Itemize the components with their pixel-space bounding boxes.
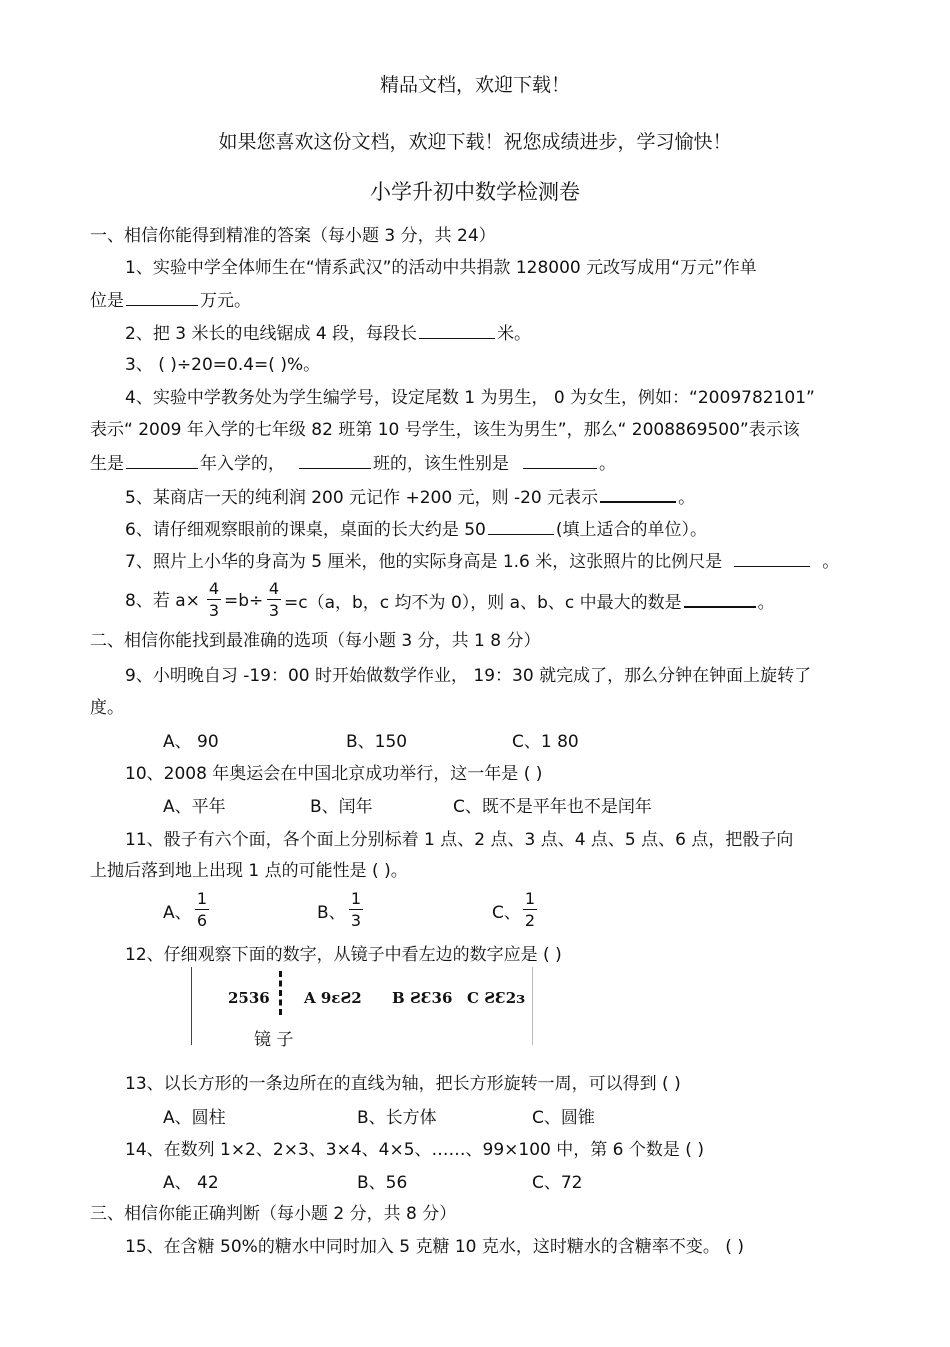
q4-text-2: 年入学的，	[200, 454, 285, 474]
question-6	[125, 518, 707, 541]
numerator: 1	[196, 889, 208, 908]
q10-option-c[interactable]: C、既不是平年也不是闰年	[453, 797, 652, 817]
question-8-part-1: 8、若 a×	[125, 591, 200, 611]
section-3-heading: 三、相信你能正确判断（每小题 2 分，共 8 分）	[90, 1204, 457, 1224]
q13-option-c[interactable]: C、圆锥	[532, 1108, 595, 1128]
q8-suffix: 。	[757, 593, 775, 613]
mirror-figure	[191, 967, 533, 1050]
mirror-option-b[interactable]: B ƧƐ36	[392, 989, 453, 1007]
q14-option-a[interactable]: A、 42	[163, 1173, 219, 1193]
q7-text: 7、照片上小华的身高为 5 厘米，他的实际身高是 1.6 米，这张照片的比例尺是	[125, 552, 723, 572]
fraction-bar	[207, 599, 221, 600]
q4-text-4: 。	[599, 454, 616, 474]
fraction-bar	[349, 909, 363, 910]
q14-option-c[interactable]: C、72	[532, 1173, 583, 1193]
answer-blank[interactable]	[126, 289, 198, 306]
q6-suffix: (填上适合的单位）。	[555, 520, 707, 540]
q8-text: =c（a，b，c 均不为 0），则 a、b、c 中最大的数是	[284, 593, 682, 613]
q9-option-c[interactable]: C、1 80	[512, 732, 579, 752]
fraction-4-over-3	[207, 579, 221, 620]
denominator: 2	[524, 911, 536, 930]
question-3: 3、 ( )÷20=0.4=( )%。	[125, 355, 321, 375]
mirror-label: 镜 子	[254, 1030, 294, 1050]
answer-blank[interactable]	[488, 518, 554, 535]
question-7	[125, 550, 839, 573]
mirror-line	[279, 971, 282, 1015]
page-title: 小学升初中数学检测卷	[370, 180, 580, 204]
question-12: 12、仔细观察下面的数字，从镜子中看左边的数字应是 ( )	[125, 945, 562, 965]
q5-suffix: 。	[678, 488, 696, 508]
fraction-4-over-3	[267, 579, 281, 620]
question-14: 14、在数列 1×2、2×3、3×4、4×5、……、99×100 中，第 6 个数是 ( )	[125, 1140, 704, 1160]
q1-suffix: 万元。	[200, 291, 251, 311]
question-5	[125, 485, 695, 509]
question-2	[125, 322, 531, 345]
header-line-2: 如果您喜欢这份文档，欢迎下载！祝您成绩进步，学习愉快！	[218, 131, 732, 153]
fraction-bar	[523, 909, 537, 910]
q7-suffix: 。	[822, 552, 840, 572]
q10-option-b[interactable]: B、闰年	[310, 797, 373, 817]
q11-option-b-label[interactable]: B、	[317, 903, 346, 923]
question-9-line-2: 度。	[90, 698, 124, 718]
answer-blank[interactable]	[734, 550, 810, 567]
question-9-line-1: 9、小明晚自习 -19：00 时开始做数学作业， 19：30 就完成了，那么分钟在钟面上旋转了	[125, 666, 812, 686]
q1-prefix: 位是	[90, 291, 124, 311]
numerator: 4	[208, 579, 220, 598]
answer-blank[interactable]	[684, 590, 756, 608]
q9-option-b[interactable]: B、150	[346, 732, 408, 752]
q11-option-a-label[interactable]: A、	[163, 903, 192, 923]
question-8-part-3	[284, 590, 775, 614]
q5-text: 5、某商店一天的纯利润 200 元记作 +200 元，则 -20 元表示	[125, 488, 599, 508]
q6-text: 6、请仔细观察眼前的课桌，桌面的长大约是 50	[125, 520, 486, 540]
q11-option-c-fraction	[523, 889, 537, 930]
denominator: 3	[350, 911, 362, 930]
q9-option-a[interactable]: A、 90	[163, 732, 219, 752]
q14-option-b[interactable]: B、56	[357, 1173, 408, 1193]
fraction-bar	[267, 599, 281, 600]
question-4-line-3	[90, 452, 616, 475]
denominator: 3	[208, 601, 220, 620]
q2-suffix: 米。	[497, 324, 532, 344]
section-1-heading: 一、相信你能得到精准的答案（每小题 3 分，共 24）	[90, 226, 496, 246]
question-13: 13、以长方形的一条边所在的直线为轴，把长方形旋转一周，可以得到 ( )	[125, 1074, 681, 1094]
q13-option-b[interactable]: B、长方体	[357, 1108, 437, 1128]
section-2-heading: 二、相信你能找到最准确的选项（每小题 3 分，共 1 8 分）	[90, 631, 541, 651]
mirror-option-c[interactable]: C ƧƐ2ɜ	[467, 989, 525, 1007]
denominator: 3	[268, 601, 280, 620]
question-15: 15、在含糖 50%的糖水中同时加入 5 克糖 10 克水，这时糖水的含糖率不变。 ( )	[125, 1237, 744, 1257]
question-11-line-2: 上抛后落到地上出现 1 点的可能性是 ( )。	[90, 861, 408, 881]
numerator: 4	[268, 579, 280, 598]
q4-text-1: 生是	[90, 454, 124, 474]
question-4-line-1: 4、实验中学教务处为学生编学号，设定尾数 1 为男生， 0 为女生，例如：“2009782101”	[125, 388, 815, 408]
q10-option-a[interactable]: A、平年	[163, 797, 226, 817]
question-1-line-1: 1、实验中学全体师生在“情系武汉”的活动中共捐款 128000 元改写成用“万元”作单	[125, 258, 757, 278]
mirror-option-a[interactable]: A 9ɛƧ2	[304, 989, 362, 1007]
question-8-part-2: =b÷	[224, 591, 264, 611]
answer-blank[interactable]	[126, 452, 198, 469]
q11-option-c-label[interactable]: C、	[492, 903, 521, 923]
answer-blank[interactable]	[299, 452, 371, 469]
q2-text: 2、把 3 米长的电线锯成 4 段，每段长	[125, 324, 418, 344]
answer-blank[interactable]	[523, 452, 597, 469]
question-1-line-2	[90, 289, 251, 312]
q11-option-b-fraction	[349, 889, 363, 930]
fraction-bar	[195, 909, 209, 910]
q11-option-a-fraction	[195, 889, 209, 930]
denominator: 6	[196, 911, 208, 930]
numerator: 1	[524, 889, 536, 908]
q4-text-3: 班的，该生性别是	[373, 454, 509, 474]
answer-blank[interactable]	[600, 485, 676, 503]
question-10: 10、2008 年奥运会在中国北京成功举行，这一年是 ( )	[125, 764, 543, 784]
original-number: 2536	[228, 989, 270, 1007]
header-line-1: 精品文档，欢迎下载！	[379, 74, 570, 96]
answer-blank[interactable]	[419, 322, 495, 339]
numerator: 1	[350, 889, 362, 908]
question-4-line-2: 表示“ 2009 年入学的七年级 82 班第 10 号学生，该生为男生”，那么“ 2008869500”表示该	[90, 420, 800, 440]
q13-option-a[interactable]: A、圆柱	[163, 1108, 226, 1128]
question-11-line-1: 11、骰子有六个面，各个面上分别标着 1 点、2 点、3 点、4 点、5 点、6 点，把骰子向	[125, 830, 794, 850]
